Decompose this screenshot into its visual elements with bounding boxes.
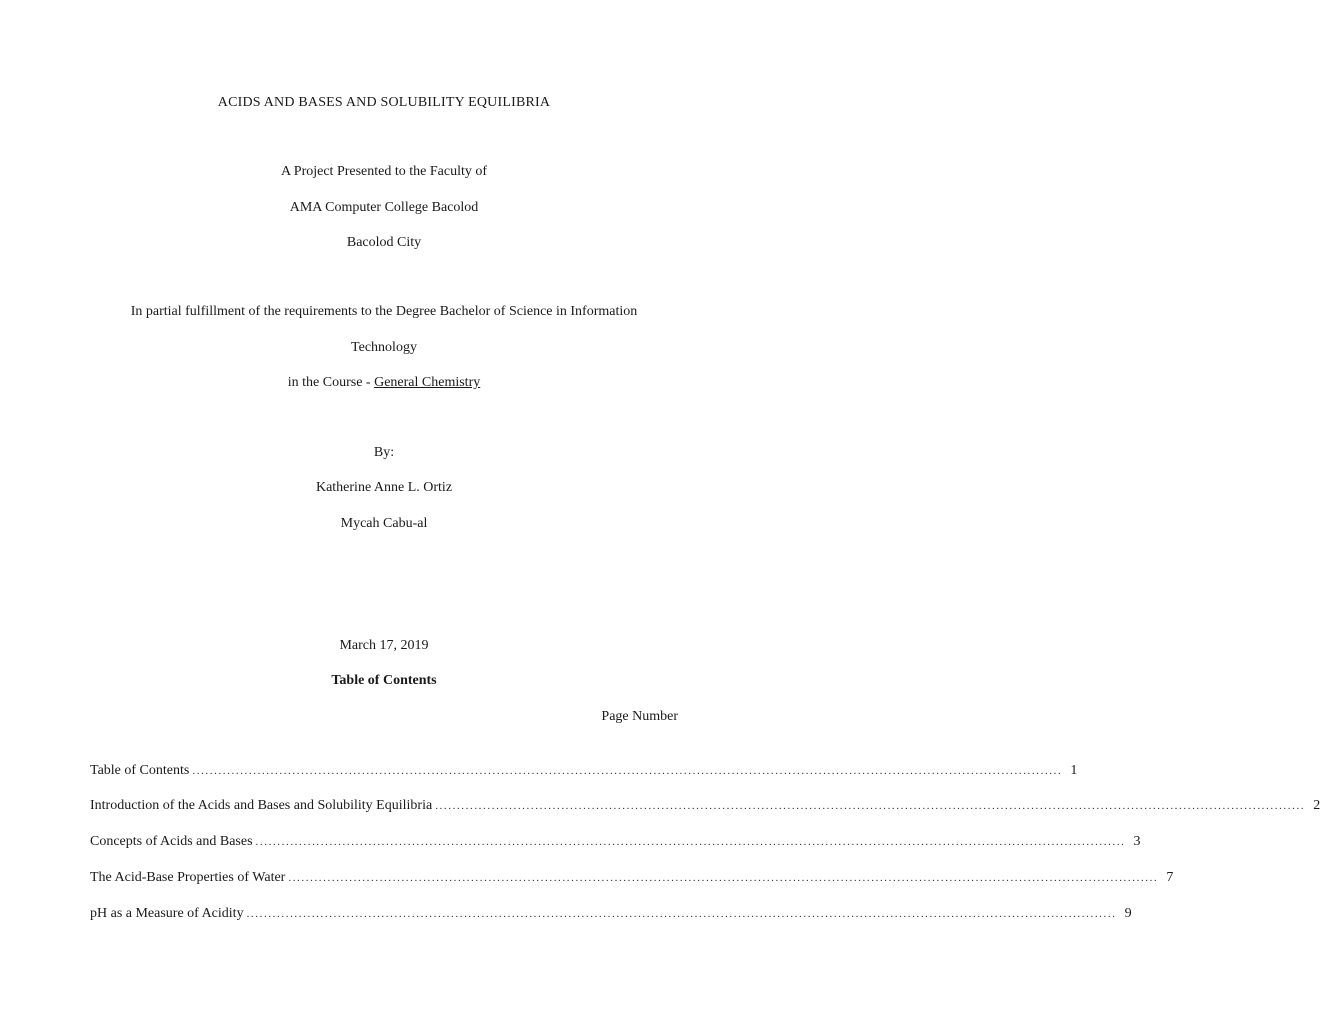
course-line <box>0 374 768 392</box>
city-name: Bacolod City <box>346 235 422 250</box>
document-title: ACIDS AND BASES AND SOLUBILITY EQUILIBRIA <box>217 95 551 110</box>
toc-leader-dots: ........................................................................................................................................................................................................ <box>435 800 1306 812</box>
author-2: Mycah Cabu-al <box>340 516 428 531</box>
toc-entry-title: Table of Contents <box>90 763 190 778</box>
toc-entry-page: 3 <box>1133 834 1141 849</box>
toc-entry-title: The Acid-Base Properties of Water <box>90 870 286 885</box>
by-label: By: <box>373 445 395 460</box>
toc-entry-page: 9 <box>1124 906 1132 921</box>
toc-entry-title: pH as a Measure of Acidity <box>90 906 244 921</box>
toc-entry <box>90 905 1132 923</box>
toc-entry-page: 7 <box>1166 870 1174 885</box>
toc-entry <box>90 869 1174 887</box>
toc-entry <box>90 797 1320 815</box>
document-date: March 17, 2019 <box>339 638 429 653</box>
presented-line: A Project Presented to the Faculty of <box>280 164 488 179</box>
page-number-label: Page Number <box>601 709 678 724</box>
fulfillment-line-1: In partial fulfillment of the requirements to the Degree Bachelor of Science in Information <box>130 304 638 319</box>
toc-leader-dots: ........................................................................................................................................................................................................ <box>288 872 1159 884</box>
toc-entry <box>90 762 1078 780</box>
toc-entry-title: Introduction of the Acids and Bases and Solubility Equilibria <box>90 798 433 813</box>
toc-entry-page: 2 <box>1313 798 1320 813</box>
fulfillment-line-2: Technology <box>351 340 417 355</box>
college-name: AMA Computer College Bacolod <box>289 200 479 215</box>
toc-entry-page: 1 <box>1070 763 1078 778</box>
course-prefix: in the Course - <box>287 375 375 390</box>
toc-entry-title: Concepts of Acids and Bases <box>90 834 253 849</box>
toc-leader-dots: ........................................................................................................................................................................................................ <box>255 836 1126 848</box>
toc-entry <box>90 833 1141 851</box>
author-1: Katherine Anne L. Ortiz <box>315 480 453 495</box>
toc-heading: Table of Contents <box>331 673 437 688</box>
course-name: General Chemistry <box>374 375 481 390</box>
toc-leader-dots: ........................................................................................................................................................................................................ <box>246 908 1117 920</box>
toc-leader-dots: ........................................................................................................................................................................................................ <box>192 765 1063 777</box>
